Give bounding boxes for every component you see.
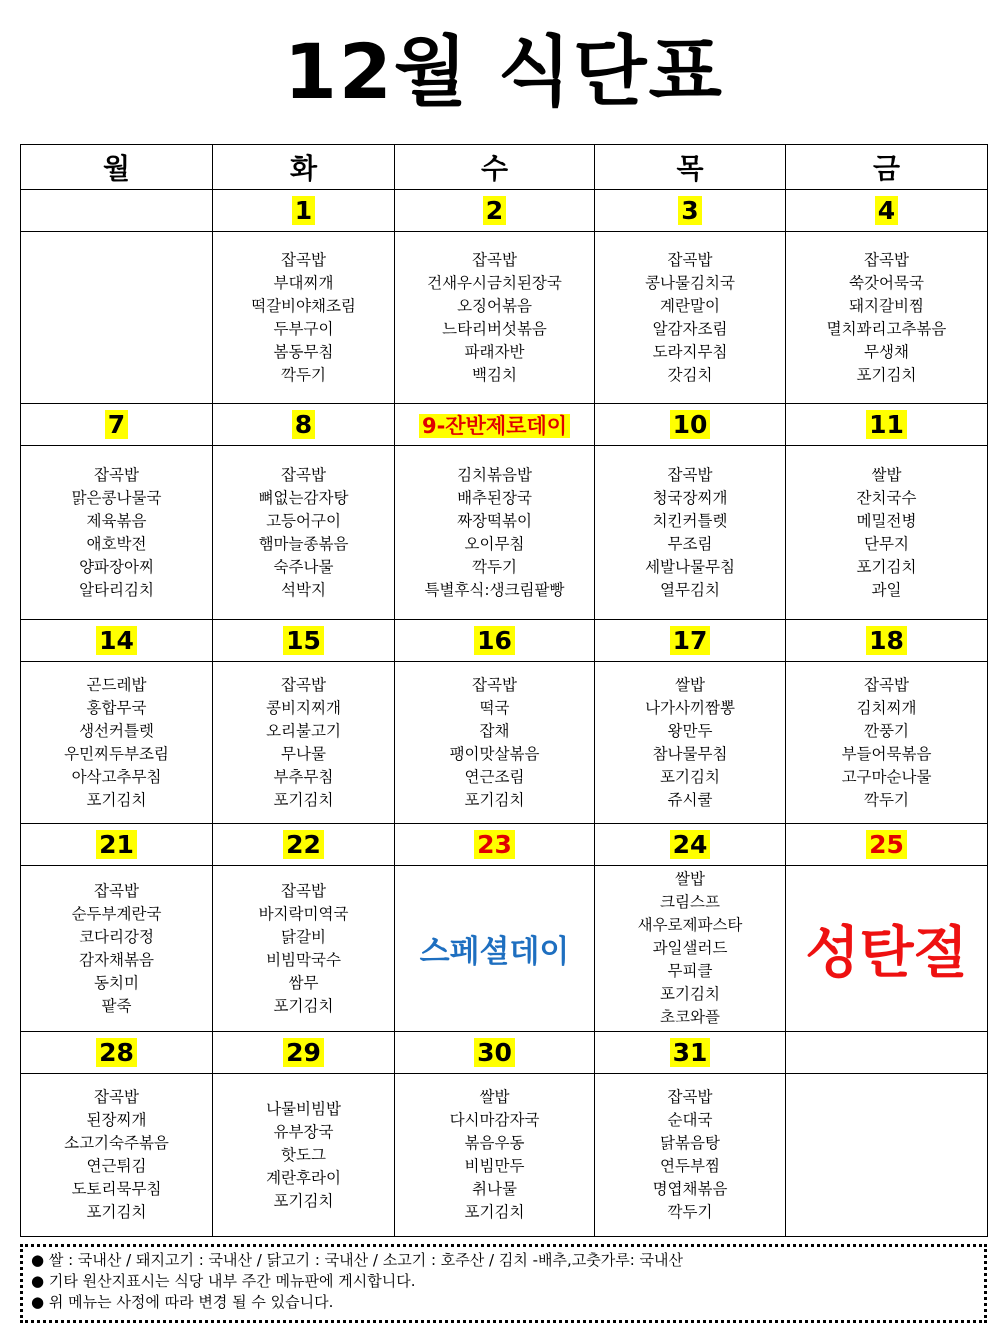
date-label: 23 xyxy=(474,830,515,859)
menu-cell xyxy=(786,662,988,824)
menu-cell xyxy=(213,446,395,620)
menu-cell xyxy=(595,866,786,1032)
menu-item: 된장찌개 xyxy=(86,1111,147,1129)
menu-item: 김치볶음밥 xyxy=(457,465,532,484)
menu-item: 쥬시쿨 xyxy=(667,790,713,809)
menu-item: 두부구이 xyxy=(273,319,334,338)
menu-row xyxy=(21,866,988,1032)
menu-item: 다시마감자국 xyxy=(449,1111,540,1129)
menu-item: 오리불고기 xyxy=(266,721,341,740)
date-label: 1 xyxy=(292,196,315,225)
menu-item: 쌀밥 xyxy=(675,870,705,888)
menu-cell xyxy=(395,662,595,824)
menu-item: 팽이맛살볶음 xyxy=(449,744,540,763)
menu-item: 비빔만두 xyxy=(464,1157,525,1175)
menu-item: 취나물 xyxy=(472,1180,517,1198)
date-cell xyxy=(213,404,395,446)
menu-item: 부추무침 xyxy=(273,767,334,786)
menu-item: 도라지무침 xyxy=(652,342,728,361)
menu-item: 파래자반 xyxy=(464,342,525,361)
menu-item: 잡곡밥 xyxy=(667,465,713,484)
menu-item: 멸치꽈리고추볶음 xyxy=(826,319,947,338)
menu-item: 떡갈비야채조림 xyxy=(251,296,356,315)
menu-cell xyxy=(395,446,595,620)
menu-item: 알감자조림 xyxy=(652,319,728,338)
menu-item: 쑥갓어묵국 xyxy=(849,273,924,292)
menu-cell xyxy=(213,662,395,824)
menu-item: 메밀전병 xyxy=(856,511,917,530)
menu-cell xyxy=(595,1074,786,1237)
menu-item: 볶음우동 xyxy=(464,1134,525,1152)
menu-item: 무조림 xyxy=(667,534,713,553)
date-row xyxy=(21,1032,988,1074)
date-cell xyxy=(21,824,213,866)
date-label: 18 xyxy=(866,626,907,655)
menu-item: 쌀밥 xyxy=(675,675,705,694)
date-cell xyxy=(786,1032,988,1074)
date-label: 11 xyxy=(866,410,907,439)
date-cell xyxy=(786,404,988,446)
menu-item: 깍두기 xyxy=(281,365,326,384)
date-label: 16 xyxy=(474,626,515,655)
menu-item: 팥죽 xyxy=(101,996,132,1015)
menu-item: 잡곡밥 xyxy=(864,250,909,269)
menu-item: 포기김치 xyxy=(660,767,720,786)
menu-item: 동치미 xyxy=(94,973,139,992)
menu-item: 햄마늘종볶음 xyxy=(258,534,349,553)
menu-cell xyxy=(21,662,213,824)
menu-item: 연두부찜 xyxy=(660,1157,720,1175)
menu-item: 포기김치 xyxy=(464,1203,525,1221)
menu-item: 무생채 xyxy=(864,342,909,361)
menu-item: 계란후라이 xyxy=(266,1168,341,1187)
menu-item: 잡곡밥 xyxy=(864,675,909,694)
date-label: 8 xyxy=(292,410,315,439)
menu-item: 잡곡밥 xyxy=(94,881,139,900)
date-cell xyxy=(395,620,595,662)
menu-item: 콩비지찌개 xyxy=(266,698,341,717)
menu-item: 포기김치 xyxy=(856,365,917,384)
date-cell xyxy=(786,190,988,232)
menu-item: 느타리버섯볶음 xyxy=(442,319,547,338)
menu-row xyxy=(21,662,988,824)
date-row xyxy=(21,824,988,866)
weekday-thursday: 목 xyxy=(595,145,786,190)
menu-item: 잡곡밥 xyxy=(667,1088,713,1106)
menu-item: 떡국 xyxy=(479,698,510,717)
date-cell xyxy=(395,1032,595,1074)
menu-item: 석박지 xyxy=(281,580,326,599)
menu-item: 제육볶음 xyxy=(86,511,147,530)
menu-item: 쌀밥 xyxy=(871,465,902,484)
date-label: 28 xyxy=(96,1038,137,1067)
menu-cell xyxy=(595,662,786,824)
date-cell xyxy=(21,1032,213,1074)
date-cell xyxy=(21,620,213,662)
date-cell xyxy=(595,620,786,662)
date-cell xyxy=(395,824,595,866)
notes-box xyxy=(20,1244,987,1323)
menu-item: 깍두기 xyxy=(472,557,517,576)
menu-item: 명엽채볶음 xyxy=(652,1180,728,1198)
date-label: 3 xyxy=(678,196,701,225)
date-cell xyxy=(213,190,395,232)
menu-item: 곤드레밥 xyxy=(86,675,147,694)
date-cell xyxy=(213,1032,395,1074)
date-row xyxy=(21,190,988,232)
menu-cell xyxy=(595,232,786,404)
menu-item: 잡곡밥 xyxy=(281,465,326,484)
menu-item: 돼지갈비찜 xyxy=(849,296,924,315)
menu-item: 순대국 xyxy=(667,1111,713,1129)
date-row xyxy=(21,620,988,662)
menu-item: 초코와플 xyxy=(660,1008,720,1026)
menu-cell xyxy=(786,446,988,620)
menu-item: 잡곡밥 xyxy=(281,675,326,694)
date-label: 31 xyxy=(670,1038,711,1067)
menu-item: 열무김치 xyxy=(660,580,720,599)
date-cell xyxy=(786,620,988,662)
menu-item: 생선커틀렛 xyxy=(79,721,154,740)
menu-item: 홍합무국 xyxy=(86,698,147,717)
menu-item: 잔치국수 xyxy=(856,488,917,507)
menu-item: 뼈없는감자탕 xyxy=(258,488,349,507)
menu-item: 봄동무침 xyxy=(273,342,334,361)
date-label: 24 xyxy=(670,830,711,859)
menu-item: 감자채볶음 xyxy=(79,950,154,969)
date-label: 30 xyxy=(474,1038,515,1067)
menu-cell xyxy=(213,866,395,1032)
menu-item: 포기김치 xyxy=(273,996,334,1015)
date-label: 17 xyxy=(670,626,711,655)
date-cell xyxy=(213,620,395,662)
menu-item: 잡곡밥 xyxy=(472,250,517,269)
date-cell xyxy=(213,824,395,866)
holiday-label: 성탄절 xyxy=(805,920,968,986)
menu-item: 특별후식:생크림팥빵 xyxy=(424,580,565,599)
menu-item: 배추된장국 xyxy=(457,488,532,507)
menu-cell xyxy=(213,1074,395,1237)
menu-item: 소고기숙주볶음 xyxy=(64,1134,169,1152)
menu-item: 닭볶음탕 xyxy=(660,1134,720,1152)
weekday-tuesday: 화 xyxy=(213,145,395,190)
menu-item: 잡곡밥 xyxy=(667,250,713,269)
menu-item: 새우로제파스타 xyxy=(637,916,743,934)
menu-item: 핫도그 xyxy=(281,1145,326,1164)
menu-item: 잡곡밥 xyxy=(281,881,326,900)
date-cell xyxy=(21,190,213,232)
weekday-friday: 금 xyxy=(786,145,988,190)
date-cell xyxy=(21,404,213,446)
menu-item: 잡채 xyxy=(479,721,510,740)
menu-item: 쌀밥 xyxy=(479,1088,510,1106)
menu-item: 갓김치 xyxy=(667,365,713,384)
date-label: 22 xyxy=(283,830,324,859)
menu-item: 오이무침 xyxy=(464,534,525,553)
date-cell xyxy=(595,190,786,232)
menu-item: 과일 xyxy=(871,580,902,599)
special-day-label: 스페셜데이 xyxy=(419,934,570,970)
menu-item: 잡곡밥 xyxy=(94,465,139,484)
menu-item: 세발나물무침 xyxy=(645,557,735,576)
menu-row xyxy=(21,232,988,404)
menu-cell xyxy=(21,1074,213,1237)
menu-item: 포기김치 xyxy=(273,1191,334,1210)
menu-item: 애호박전 xyxy=(86,534,147,553)
menu-item: 청국장찌개 xyxy=(652,488,728,507)
menu-row xyxy=(21,446,988,620)
menu-item: 포기김치 xyxy=(86,1203,147,1221)
menu-item: 짜장떡볶이 xyxy=(457,511,532,530)
menu-item: 크림스프 xyxy=(660,893,720,911)
date-row xyxy=(21,404,988,446)
date-label: 10 xyxy=(670,410,711,439)
date-label: 14 xyxy=(96,626,137,655)
menu-item: 부대찌개 xyxy=(273,273,334,292)
menu-item: 오징어볶음 xyxy=(457,296,532,315)
menu-item: 알타리김치 xyxy=(79,580,154,599)
menu-cell xyxy=(786,232,988,404)
weekday-monday: 월 xyxy=(21,145,213,190)
zero-waste-day-label: 9-잔반제로데이 xyxy=(419,414,570,438)
note-origin: ● 쌀 : 국내산 / 돼지고기 : 국내산 / 닭고기 : 국내산 / 소고기 : 호주산 / 김치 -배추,고춧가루: 국내산 xyxy=(31,1251,684,1269)
menu-item: 잡곡밥 xyxy=(94,1088,139,1106)
menu-item: 백김치 xyxy=(472,365,517,384)
menu-item: 무나물 xyxy=(281,744,326,763)
menu-cell xyxy=(21,866,213,1032)
date-label: 2 xyxy=(483,196,506,225)
menu-item: 바지락미역국 xyxy=(258,904,349,923)
meal-calendar xyxy=(20,144,988,1237)
note-other-origin: ● 기타 원산지표시는 식당 내부 주간 메뉴판에 게시합니다. xyxy=(31,1272,416,1290)
menu-item: 깐풍기 xyxy=(864,721,909,740)
menu-item: 건새우시금치된장국 xyxy=(427,273,562,292)
date-cell xyxy=(395,404,595,446)
menu-item: 참나물무침 xyxy=(652,744,728,763)
date-cell xyxy=(595,404,786,446)
menu-item: 깍두기 xyxy=(667,1203,713,1221)
date-label: 29 xyxy=(283,1038,324,1067)
menu-cell xyxy=(395,1074,595,1237)
menu-item: 양파장아찌 xyxy=(79,557,154,576)
menu-item: 맑은콩나물국 xyxy=(71,488,162,507)
date-cell xyxy=(595,1032,786,1074)
note-menu-change: ● 위 메뉴는 사정에 따라 변경 될 수 있습니다. xyxy=(31,1293,334,1311)
menu-cell xyxy=(21,446,213,620)
date-label: 7 xyxy=(105,410,128,439)
date-label: 21 xyxy=(96,830,137,859)
date-label: 25 xyxy=(866,830,907,859)
menu-item: 나가사끼짬뽕 xyxy=(645,698,735,717)
menu-item: 순두부계란국 xyxy=(71,904,162,923)
menu-item: 쌈무 xyxy=(288,973,319,992)
menu-item: 과일샐러드 xyxy=(652,939,728,957)
page-title: 12월 식단표 xyxy=(284,27,724,116)
menu-item: 연근튀김 xyxy=(86,1157,147,1175)
menu-item: 도토리묵무침 xyxy=(71,1180,162,1198)
menu-cell xyxy=(395,232,595,404)
menu-item: 나물비빔밥 xyxy=(266,1099,341,1118)
menu-item: 포기김치 xyxy=(660,985,720,1003)
menu-item: 계란말이 xyxy=(660,296,720,315)
menu-cell xyxy=(786,866,988,1032)
menu-cell xyxy=(213,232,395,404)
date-label: 15 xyxy=(283,626,324,655)
menu-item: 닭갈비 xyxy=(281,927,326,946)
menu-item: 왕만두 xyxy=(667,721,713,740)
weekday-wednesday: 수 xyxy=(395,145,595,190)
menu-item: 비빔막국수 xyxy=(266,950,341,969)
menu-item: 부들어묵볶음 xyxy=(841,744,932,763)
menu-item: 유부장국 xyxy=(273,1122,334,1141)
menu-item: 포기김치 xyxy=(86,790,147,809)
menu-item: 포기김치 xyxy=(856,557,917,576)
menu-item: 숙주나물 xyxy=(273,557,334,576)
menu-item: 포기김치 xyxy=(464,790,525,809)
menu-item: 연근조림 xyxy=(464,767,525,786)
menu-item: 콩나물김치국 xyxy=(645,273,735,292)
menu-item: 잡곡밥 xyxy=(281,250,326,269)
menu-cell xyxy=(786,1074,988,1237)
menu-cell xyxy=(21,232,213,404)
menu-item: 고등어구이 xyxy=(266,511,341,530)
menu-item: 우민찌두부조림 xyxy=(64,744,169,763)
menu-row xyxy=(21,1074,988,1237)
menu-item: 아삭고추무침 xyxy=(71,767,162,786)
menu-item: 깍두기 xyxy=(864,790,909,809)
menu-item: 치킨커틀렛 xyxy=(652,511,728,530)
menu-item: 코다리강정 xyxy=(79,927,154,946)
menu-item: 잡곡밥 xyxy=(472,675,517,694)
date-cell xyxy=(395,190,595,232)
menu-item: 고구마순나물 xyxy=(841,767,932,786)
weekday-header-row xyxy=(21,145,988,190)
date-cell xyxy=(595,824,786,866)
menu-item: 포기김치 xyxy=(273,790,334,809)
menu-item: 무피클 xyxy=(667,962,713,980)
date-label: 4 xyxy=(875,196,898,225)
menu-cell xyxy=(395,866,595,1032)
menu-cell xyxy=(595,446,786,620)
date-cell xyxy=(786,824,988,866)
menu-item: 김치찌개 xyxy=(856,698,917,717)
menu-item: 단무지 xyxy=(864,534,909,553)
